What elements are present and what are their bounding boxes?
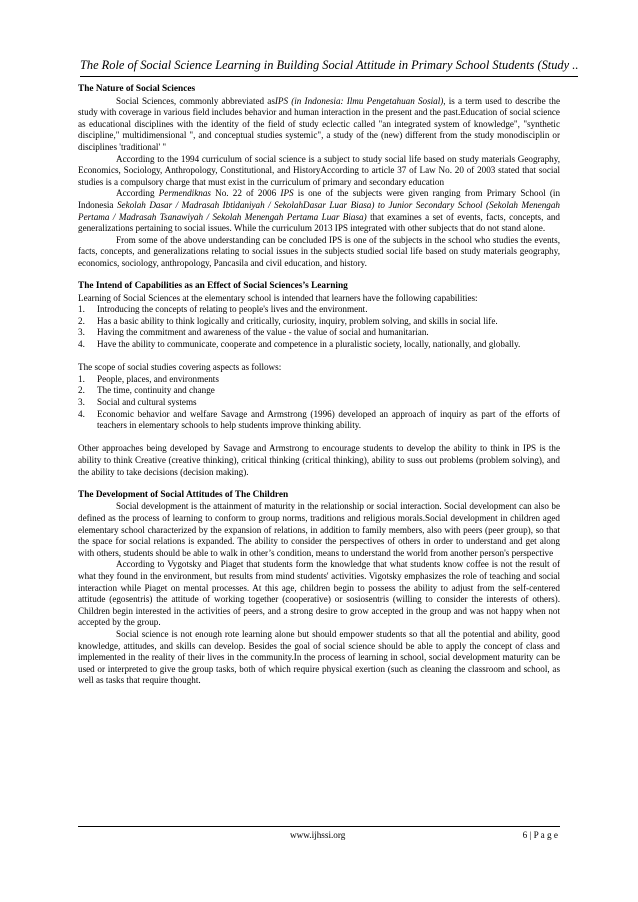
- text-run: is one of the subjects were given ranging from Primary School (in Indonesia: [78, 188, 561, 210]
- list-text: People, places, and environments: [97, 373, 219, 384]
- running-header: The Role of Social Science Learning in Building Social Attitude in Primary School Students (Study ..: [80, 58, 578, 77]
- page-footer: [78, 826, 560, 840]
- spacer: [78, 351, 560, 363]
- list-text: Have the ability to communicate, cooperate and competence in a pluralistic society, locally, nationally, and globally.: [97, 339, 521, 350]
- paragraph: [78, 188, 560, 234]
- list-number: 3.: [78, 397, 85, 408]
- section-heading-capabilities: The Intend of Capabilities as an Effect of Social Sciences’s Learning: [78, 281, 348, 292]
- list-number: 2.: [78, 385, 85, 396]
- list-item: [78, 374, 560, 386]
- list-text: Economic behavior and welfare Savage and Armstrong (1996) developed an approach of inquiry as part of the efforts of teachers in elementary schools to help students improve thinking ability.: [97, 408, 560, 431]
- list-text: Having the commitment and awareness of the value - the value of social and humanitarian.: [97, 327, 429, 338]
- list-item: [78, 316, 560, 328]
- spacer: [78, 432, 560, 444]
- paragraph: Other approaches being developed by Savage and Armstrong to encourage students to develop the ability to think in IPS is the ability to think Creative (creative thinking), critical thinking (critical thinking), ability to suss out problems (problem solving), and the ability to take decisions (decision making).: [78, 443, 560, 477]
- footer-url: www.ijhssi.org: [290, 830, 346, 840]
- list-item: [78, 304, 560, 316]
- list-number: 4.: [78, 339, 85, 350]
- list-number: 4.: [78, 408, 85, 419]
- italic-run: Permendiknas: [158, 188, 211, 199]
- list-item: [78, 327, 560, 339]
- spacer: [78, 478, 560, 490]
- paragraph: [78, 96, 560, 154]
- body-text: [78, 84, 560, 687]
- italic-run: IPS (in Indonesia: Ilmu Pengetahuan Sosial),: [274, 95, 446, 106]
- capabilities-list: [78, 304, 560, 350]
- list-number: 1.: [78, 304, 85, 315]
- scope-list: [78, 374, 560, 432]
- list-item: [78, 397, 560, 409]
- text-run: No. 22 of 2006: [210, 188, 281, 199]
- paragraph: Social development is the attainment of maturity in the relationship or social interaction. Social development can also be defined as the process of learning to conform to group norms, traditions and religious morals.Social development in children aged elementary school characterized by the expansion of relations, in addition to family members, also with peers (peer group), so that the space for social relations is expanded. The ability to consider the perspectives of others in order to understand and get along with others, students should be able to walk in other’s condition, means to understand the world from another person's perspective: [78, 501, 560, 558]
- paragraph: According to the 1994 curriculum of social science is a subject to study social life based on study materials Geography, Economics, Sociology, Anthropology, Constitutional, and HistoryAccording to article 37 of Law No. 20 of 2003 stated that social studies is a compulsory charge that must exist in the curriculum of primary and secondary education: [78, 153, 560, 187]
- list-text: Has a basic ability to think logically and critically, curiosity, inquiry, problem solving, and skills in social life.: [97, 315, 498, 326]
- list-text: Social and cultural systems: [97, 397, 197, 408]
- text-run: According: [116, 188, 159, 199]
- list-number: 3.: [78, 327, 85, 338]
- page-number: 6 | P a g e: [522, 830, 558, 840]
- text-run: Social Sciences, commonly abbreviated as: [116, 95, 275, 106]
- list-text: The time, continuity and change: [97, 385, 215, 396]
- paragraph: From some of the above understanding can be concluded IPS is one of the subjects in the school who studies the events, facts, concepts, and generalizations relating to social issues in the subjects studied social life based on study materials geography, economics, sociology, anthropology, Pancasila and civil education, and history.: [78, 234, 560, 268]
- paragraph: Learning of Social Sciences at the elementary school is intended that learners have the following capabilities:: [78, 292, 478, 303]
- paragraph: According to Vygotsky and Piaget that students form the knowledge that what students know coffee is not the result of what they found in the environment, but results from mind students' activities. Vigotsky emphasizes the role of teaching and social interaction while Piaget on mental processes. At this age, children begin to possess the ability to adjust from the self-centered attitude (egosentris) the attitude of working together (cooperative) or sosiosentris (willing to consider the interests of others). Children begin interested in the activities of peers, and a strong desire to grow accepted in the group and was not happy when not accepted by the group.: [78, 559, 560, 628]
- paragraph: Social science is not enough rote learning alone but should empower students so that all the potential and ability, good knowledge, attitudes, and skills can develop. Besides the goal of social science should be able to apply the concept of class and implemented in the reality of their lives in the community.In the process of learning in school, social development maturity can be used or interpreted to give the group tasks, both of which require physical exertion (such as cleaning the classroom and school, as well as tasks that require thought.: [78, 628, 560, 686]
- list-item: [78, 385, 560, 397]
- list-number: 2.: [78, 315, 85, 326]
- list-item: [78, 339, 560, 351]
- section-heading-nature: The Nature of Social Sciences: [78, 84, 196, 94]
- section-heading-development: The Development of Social Attitudes of The Children: [78, 489, 289, 500]
- italic-run: Sekolah Dasar / Madrasah Ibtidaniyah / SekolahDasar Luar Biasa) to Junior Secondary School (Sekolah Menengah Pertama / Madrasah Tsanawiyah / Sekolah Menengah Pertama Luar Biasa): [78, 199, 560, 222]
- text-run: is a term used to describe the study with coverage in various field includes behavior and human interaction in the present and the past.Education of social science as educational disciplines with the identity of the field of study eclectic called "an integrated system of knowledge", "synthetic discipline," multidimensional ", and conceptual studies systemic", a study of the (new) different from the study monodisciplin or disciplines 'traditional' ": [78, 95, 560, 152]
- text-run: that examines a set of events, facts, concepts, and generalizations pertaining to social issues. While the curriculum 2013 IPS integrated with other subjects that do not stand alone.: [78, 211, 560, 234]
- italic-run: IPS: [280, 188, 294, 199]
- spacer: [78, 270, 560, 282]
- list-text: Introducing the concepts of relating to people's lives and the environment.: [97, 304, 368, 315]
- list-number: 1.: [78, 373, 85, 384]
- list-item: [78, 409, 560, 432]
- paragraph: The scope of social studies covering aspects as follows:: [78, 362, 282, 373]
